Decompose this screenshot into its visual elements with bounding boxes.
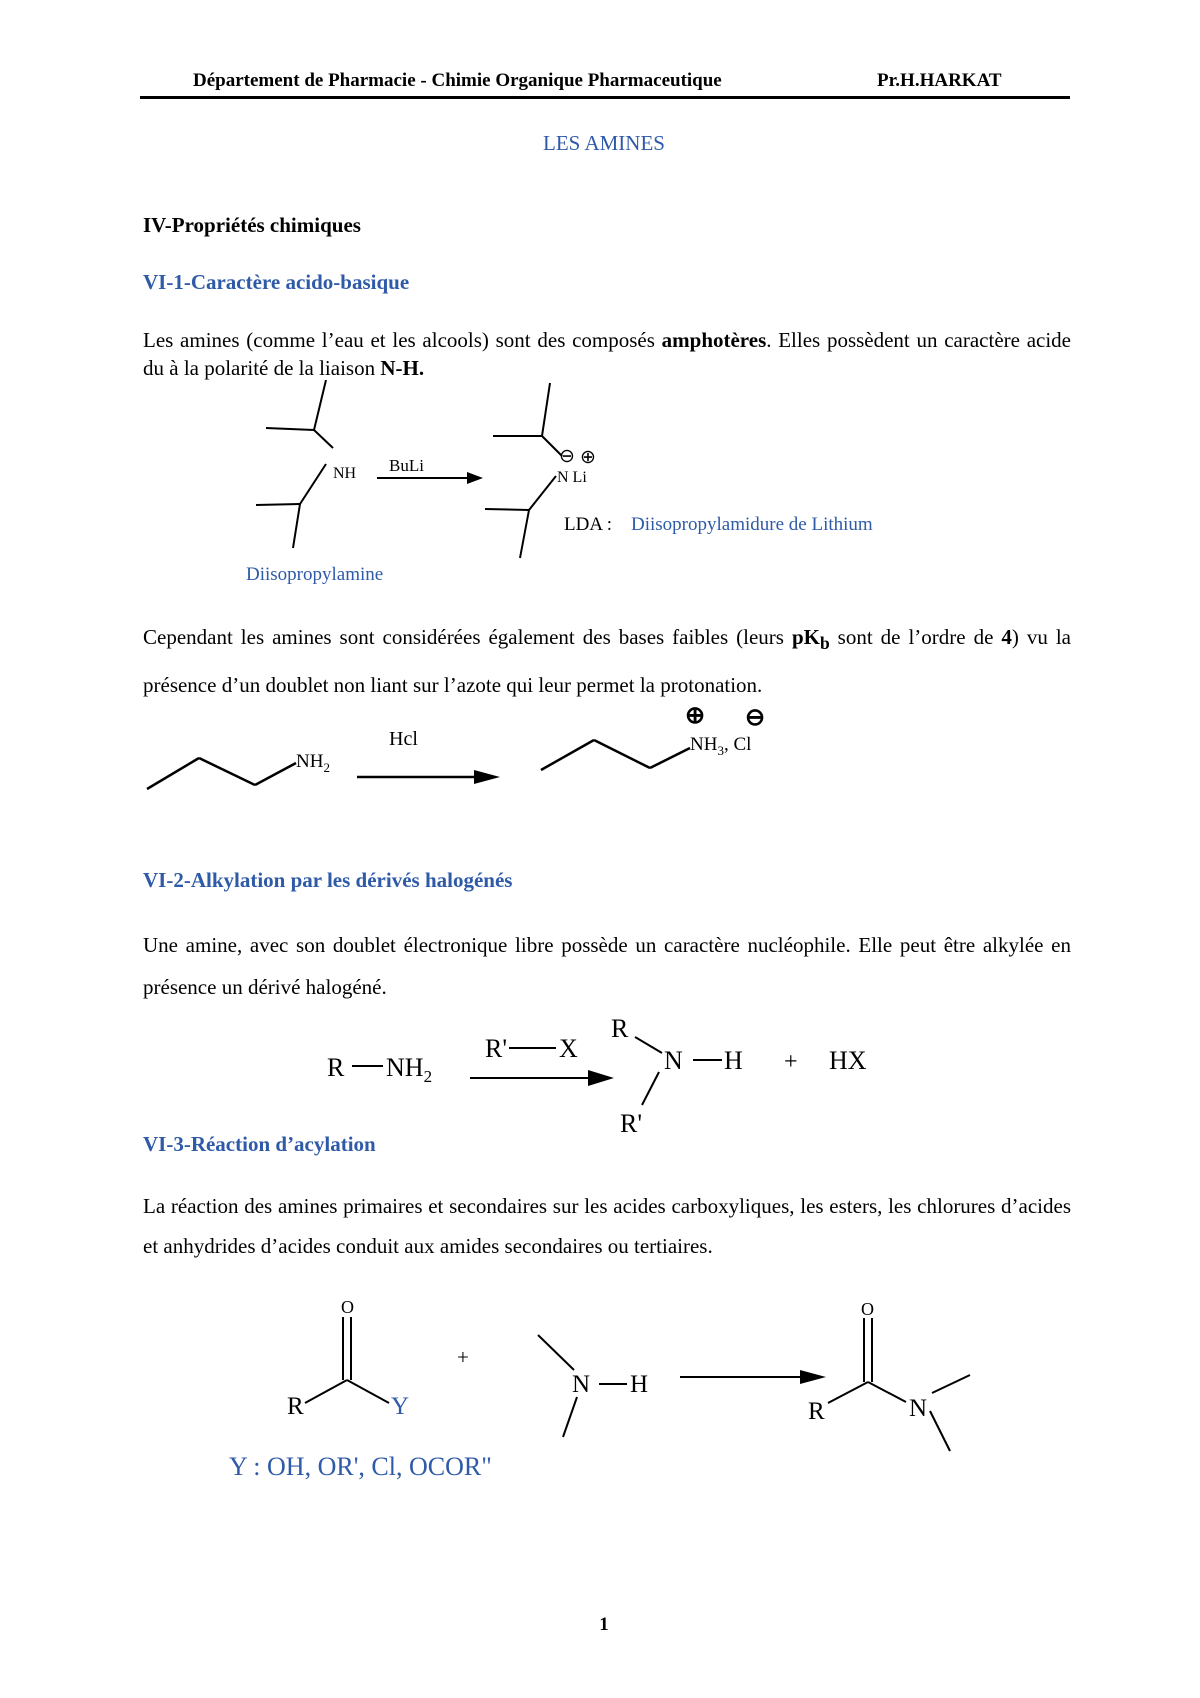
paragraph-acylation: La réaction des amines primaires et secondaires sur les acides carboxyliques, les esters, les chlorures d’acides et anhydrides d’acides conduit aux amides secondaires ou tertiaires. xyxy=(143,1194,1071,1258)
bond xyxy=(255,763,296,785)
nh-label: NH xyxy=(333,465,357,482)
reagent-x: X xyxy=(559,1034,578,1063)
bond xyxy=(266,428,314,430)
reactant-r: R xyxy=(327,1053,345,1082)
text-run: Les amines (comme l’eau et les alcools) sont des composés xyxy=(143,328,662,352)
nh3-label xyxy=(690,734,751,758)
text-run: . Elles possèdent un caractère acide du à la polarité de la liaison xyxy=(143,328,1071,380)
arrow-head xyxy=(588,1070,614,1086)
bond xyxy=(300,464,326,504)
bond xyxy=(828,1382,868,1403)
scheme-protonation xyxy=(0,700,1200,810)
bond xyxy=(868,1382,906,1402)
lda-label: LDA : xyxy=(564,514,613,535)
minus-sign: ⊖ xyxy=(745,705,766,731)
section-heading-alkylation: VI-2-Alkylation par les dérivés halogénés xyxy=(143,868,513,892)
oxygen-label: O xyxy=(341,1297,354,1317)
nh2-text: NH xyxy=(386,1053,424,1082)
product-rprime: R' xyxy=(620,1109,643,1135)
cl-text: , Cl xyxy=(723,734,752,755)
product-r: R xyxy=(611,1014,629,1043)
minus-sign: ⊖ xyxy=(559,446,575,467)
bond xyxy=(147,758,199,789)
nh2-text: NH xyxy=(296,751,324,772)
text-run: ) vu la présence d’un doublet non liant sur l’azote qui leur permet la protonation. xyxy=(143,625,1071,698)
text-bold: 4 xyxy=(1001,625,1012,649)
plus-sign: ⊕ xyxy=(580,447,596,468)
nli-label: N Li xyxy=(557,469,587,486)
product-n: N xyxy=(909,1395,928,1422)
bond xyxy=(293,504,300,548)
bond xyxy=(529,476,556,510)
y-legend: Y : OH, OR', Cl, OCOR" xyxy=(229,1452,492,1481)
section-heading-acylation: VI-3-Réaction d’acylation xyxy=(143,1132,376,1156)
bond xyxy=(650,748,690,768)
bond xyxy=(485,509,529,510)
text-bold: amphotères xyxy=(661,328,767,352)
nh3-text: NH xyxy=(690,734,718,755)
r-label: R xyxy=(287,1393,304,1420)
product-r: R xyxy=(808,1398,825,1425)
bond xyxy=(199,758,255,785)
product-oxygen: O xyxy=(861,1299,874,1319)
page-number: 1 xyxy=(599,1614,609,1635)
section-heading-acid-base: VI-1-Caractère acido-basique xyxy=(143,270,410,294)
hx-label: HX xyxy=(829,1046,867,1075)
nh2-subscript: 2 xyxy=(423,1067,433,1086)
reagent-rprime: R' xyxy=(485,1034,508,1063)
page-title: LES AMINES xyxy=(543,131,665,155)
reactant-nh2 xyxy=(386,1053,432,1086)
scheme-lda-formation xyxy=(0,380,1200,590)
bond xyxy=(256,504,300,505)
bond xyxy=(538,1335,574,1370)
header-left: Département de Pharmacie - Chimie Organique Pharmaceutique xyxy=(193,70,722,91)
header-rule xyxy=(140,96,1070,99)
header-right: Pr.H.HARKAT xyxy=(877,70,1002,91)
text-subscript: b xyxy=(819,633,830,654)
amine-h: H xyxy=(630,1371,649,1398)
bond xyxy=(520,510,529,558)
arrow-head xyxy=(467,472,483,484)
scheme-acylation xyxy=(0,1295,1200,1515)
bond xyxy=(305,1380,347,1403)
text-bold: pK xyxy=(791,625,820,649)
paragraph-weak-base xyxy=(143,616,1071,706)
arrow-head xyxy=(800,1370,826,1384)
nh3-subscript: 3 xyxy=(717,743,724,758)
bond xyxy=(314,380,326,430)
bond xyxy=(541,740,594,770)
paragraph-amphoteric xyxy=(143,326,1071,382)
amine-n: N xyxy=(572,1371,591,1398)
plus-sign: + xyxy=(457,1345,469,1369)
text-bold: N-H. xyxy=(380,356,425,380)
nh2-label xyxy=(296,751,330,775)
arrow-head xyxy=(474,770,500,784)
section-heading-iv: IV-Propriétés chimiques xyxy=(143,213,361,237)
diisopropylamine-label: Diisopropylamine xyxy=(246,564,384,585)
text-run: sont de l’ordre de xyxy=(829,625,1002,649)
text-run: Cependant les amines sont considérées également des bases faibles (leurs xyxy=(143,625,792,649)
bond xyxy=(542,383,550,436)
paragraph-alkylation: Une amine, avec son doublet électronique libre possède un caractère nucléophile. Elle peut être alkylée en présence un dérivé halogéné. xyxy=(143,933,1071,999)
bond xyxy=(642,1072,659,1105)
hcl-label: Hcl xyxy=(389,728,418,750)
bond xyxy=(932,1375,970,1393)
product-n: N xyxy=(664,1046,683,1075)
bond xyxy=(635,1037,662,1053)
nh2-subscript: 2 xyxy=(323,760,330,775)
lda-name: Diisopropylamidure de Lithium xyxy=(631,514,873,535)
bond xyxy=(347,1380,389,1403)
buli-label: BuLi xyxy=(389,456,424,475)
bond xyxy=(594,740,650,768)
bond xyxy=(930,1411,950,1451)
plus-sign: + xyxy=(784,1049,798,1075)
scheme-alkylation xyxy=(0,1010,1200,1135)
y-label: Y xyxy=(391,1393,410,1420)
product-h: H xyxy=(724,1046,743,1075)
bond xyxy=(314,430,333,448)
plus-sign: ⊕ xyxy=(685,703,706,729)
bond xyxy=(563,1397,577,1437)
